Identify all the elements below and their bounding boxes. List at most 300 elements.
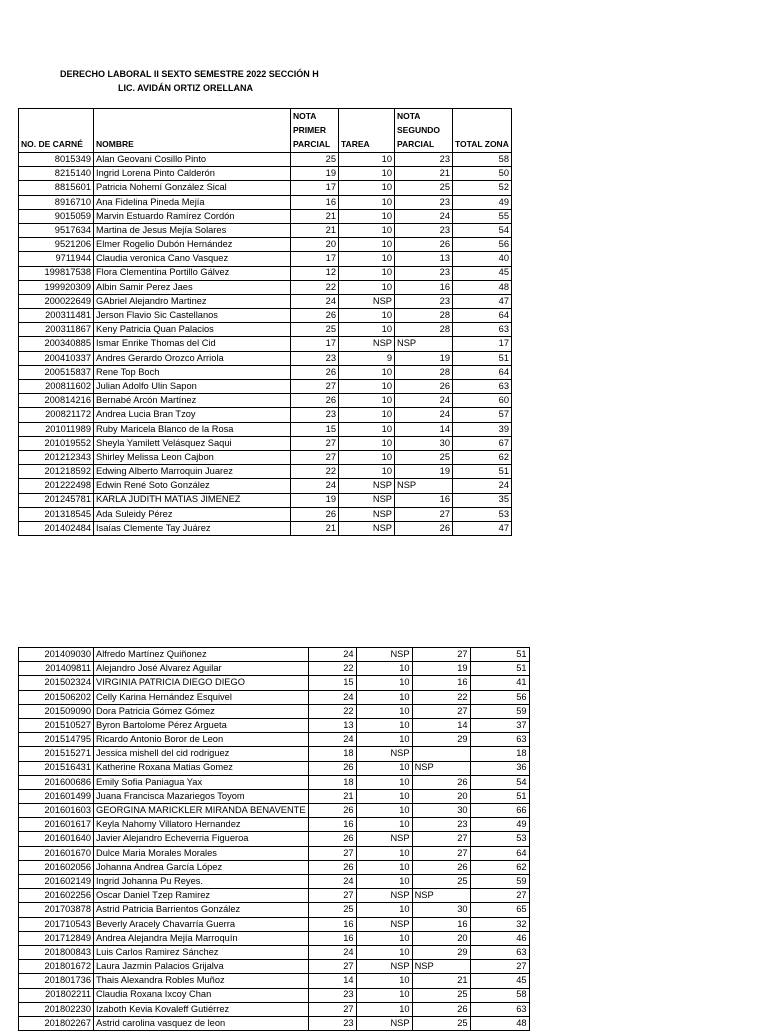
nombre-cell: Elmer Rogelio Dubón Hernández (94, 238, 291, 252)
segundo-parcial-cell: 25 (412, 1016, 470, 1030)
segundo-parcial-cell: 21 (395, 167, 453, 181)
carne-cell: 201510527 (19, 718, 94, 732)
total-zona-cell: 55 (453, 209, 512, 223)
primer-parcial-cell: 21 (291, 223, 339, 237)
carne-cell: 201222498 (19, 479, 94, 493)
tarea-cell: NSP (356, 832, 412, 846)
table-row (19, 690, 530, 704)
tarea-cell: 10 (356, 718, 412, 732)
segundo-parcial-cell: 26 (395, 238, 453, 252)
carne-cell: 201703878 (19, 903, 94, 917)
carne-cell: 201409030 (19, 648, 94, 662)
primer-parcial-cell: 24 (308, 648, 356, 662)
nombre-cell: Andres Gerardo Orozco Arriola (94, 351, 291, 365)
table-row (19, 209, 512, 223)
nombre-cell: Astrid Patricia Barrientos González (94, 903, 309, 917)
tarea-cell: 10 (339, 238, 395, 252)
carne-cell: 200022649 (19, 294, 94, 308)
segundo-parcial-cell: 16 (412, 676, 470, 690)
segundo-parcial-cell: 27 (395, 507, 453, 521)
carne-cell: 200821172 (19, 408, 94, 422)
carne-cell: 200340885 (19, 337, 94, 351)
nombre-cell: Alan Geovani Cosillo Pinto (94, 153, 291, 167)
nombre-cell: Patricia Nohemí González Sical (94, 181, 291, 195)
segundo-parcial-cell: 26 (412, 860, 470, 874)
segundo-parcial-cell: 28 (395, 323, 453, 337)
primer-parcial-cell: 19 (291, 493, 339, 507)
table-row (19, 818, 530, 832)
primer-parcial-cell: 27 (308, 960, 356, 974)
tarea-cell: 10 (339, 223, 395, 237)
total-zona-cell: 18 (470, 747, 529, 761)
primer-parcial-cell: 18 (308, 747, 356, 761)
table-row (19, 521, 512, 535)
segundo-parcial-cell: 26 (412, 775, 470, 789)
table-row (19, 337, 512, 351)
segundo-parcial-cell: 27 (412, 648, 470, 662)
total-zona-cell: 51 (470, 789, 529, 803)
segundo-parcial-cell: NSP (395, 337, 453, 351)
table-row (19, 465, 512, 479)
carne-cell: 9015059 (19, 209, 94, 223)
segundo-parcial-cell: 27 (412, 846, 470, 860)
primer-parcial-cell: 22 (308, 662, 356, 676)
table-row (19, 974, 530, 988)
primer-parcial-cell: 25 (291, 153, 339, 167)
table-row (19, 181, 512, 195)
tarea-cell: 10 (356, 733, 412, 747)
carne-cell: 201710543 (19, 917, 94, 931)
carne-cell: 201800843 (19, 945, 94, 959)
carne-cell: 201602149 (19, 875, 94, 889)
primer-parcial-cell: 16 (291, 195, 339, 209)
segundo-parcial-cell: 23 (395, 294, 453, 308)
carne-cell: 8815601 (19, 181, 94, 195)
carne-cell: 201402484 (19, 521, 94, 535)
segundo-parcial-cell: 23 (395, 153, 453, 167)
nombre-cell: Ada Suleidy Pérez (94, 507, 291, 521)
carne-cell: 201802230 (19, 1002, 94, 1016)
table-row (19, 422, 512, 436)
table-row (19, 676, 530, 690)
table-row (19, 775, 530, 789)
grades-table-2 (18, 647, 530, 1031)
tarea-cell: 10 (356, 945, 412, 959)
total-zona-cell: 58 (470, 988, 529, 1002)
table-row (19, 804, 530, 818)
carne-cell: 200410337 (19, 351, 94, 365)
tarea-cell: NSP (356, 747, 412, 761)
table-row (19, 747, 530, 761)
nombre-cell: GAbriel Alejandro Martinez (94, 294, 291, 308)
table-row (19, 733, 530, 747)
total-zona-cell: 37 (470, 718, 529, 732)
nombre-cell: Izaboth Kevia Kovaleff Gutiérrez (94, 1002, 309, 1016)
tarea-cell: NSP (339, 521, 395, 535)
carne-cell: 8215140 (19, 167, 94, 181)
table-row (19, 266, 512, 280)
segundo-parcial-cell: 24 (395, 394, 453, 408)
primer-parcial-cell: 15 (308, 676, 356, 690)
total-zona-cell: 48 (453, 280, 512, 294)
table-row (19, 408, 512, 422)
table-row (19, 846, 530, 860)
nombre-cell: GEORGINA MARICKLER MIRANDA BENAVENTE (94, 804, 309, 818)
tarea-cell: 10 (356, 804, 412, 818)
segundo-parcial-cell: 30 (412, 804, 470, 818)
table-row (19, 903, 530, 917)
primer-parcial-cell: 26 (308, 804, 356, 818)
segundo-parcial-cell: NSP (412, 889, 470, 903)
primer-parcial-cell: 26 (308, 761, 356, 775)
carne-cell: 201600686 (19, 775, 94, 789)
col-header-tarea: TAREA (339, 109, 395, 153)
total-zona-cell: 17 (453, 337, 512, 351)
table-row (19, 875, 530, 889)
tarea-cell: 10 (339, 167, 395, 181)
segundo-parcial-cell: NSP (412, 761, 470, 775)
primer-parcial-cell: 22 (291, 280, 339, 294)
table-row (19, 365, 512, 379)
total-zona-cell: 58 (453, 153, 512, 167)
nombre-cell: Dora Patricia Gómez Gómez (94, 704, 309, 718)
tarea-cell: 10 (339, 181, 395, 195)
total-zona-cell: 63 (470, 733, 529, 747)
tarea-cell: 10 (356, 818, 412, 832)
tarea-cell: NSP (339, 294, 395, 308)
primer-parcial-cell: 21 (291, 209, 339, 223)
total-zona-cell: 59 (470, 875, 529, 889)
nombre-cell: Johanna Andrea García López (94, 860, 309, 874)
nombre-cell: Claudia veronica Cano Vasquez (94, 252, 291, 266)
table-row (19, 860, 530, 874)
col-header-primer-parcial: NOTA PRIMER PARCIAL (291, 109, 339, 153)
tarea-cell: 10 (339, 394, 395, 408)
carne-cell: 201516431 (19, 761, 94, 775)
primer-parcial-cell: 24 (308, 690, 356, 704)
segundo-parcial-cell: 25 (395, 181, 453, 195)
tarea-cell: 10 (356, 690, 412, 704)
tarea-cell: 10 (339, 380, 395, 394)
segundo-parcial-cell (412, 747, 470, 761)
table-row (19, 945, 530, 959)
nombre-cell: Astrid carolina vasquez de leon (94, 1016, 309, 1030)
primer-parcial-cell: 16 (308, 931, 356, 945)
table-row (19, 832, 530, 846)
tarea-cell: 10 (339, 209, 395, 223)
nombre-cell: Andrea Lucia Bran Tzoy (94, 408, 291, 422)
total-zona-cell: 63 (453, 323, 512, 337)
nombre-cell: Ana Fidelina Pineda Mejía (94, 195, 291, 209)
primer-parcial-cell: 16 (308, 917, 356, 931)
segundo-parcial-cell: 30 (412, 903, 470, 917)
total-zona-cell: 47 (453, 521, 512, 535)
tarea-cell: NSP (339, 337, 395, 351)
segundo-parcial-cell: 25 (412, 875, 470, 889)
carne-cell: 201801672 (19, 960, 94, 974)
tarea-cell: 10 (356, 846, 412, 860)
nombre-cell: Jerson Flavio Sic Castellanos (94, 309, 291, 323)
total-zona-cell: 53 (470, 832, 529, 846)
primer-parcial-cell: 25 (291, 323, 339, 337)
carne-cell: 9711944 (19, 252, 94, 266)
carne-cell: 201509090 (19, 704, 94, 718)
total-zona-cell: 59 (470, 704, 529, 718)
nombre-cell: Dulce Maria Morales Morales (94, 846, 309, 860)
total-zona-cell: 35 (453, 493, 512, 507)
total-zona-cell: 62 (470, 860, 529, 874)
primer-parcial-cell: 22 (291, 465, 339, 479)
segundo-parcial-cell: NSP (412, 960, 470, 974)
carne-cell: 201601617 (19, 818, 94, 832)
table-row (19, 507, 512, 521)
carne-cell: 201212343 (19, 450, 94, 464)
total-zona-cell: 51 (453, 351, 512, 365)
table-row (19, 493, 512, 507)
segundo-parcial-cell: 20 (412, 931, 470, 945)
primer-parcial-cell: 27 (308, 1002, 356, 1016)
nombre-cell: Keny Patricia Quan Palacios (94, 323, 291, 337)
table-row (19, 280, 512, 294)
segundo-parcial-cell: 19 (395, 351, 453, 365)
tarea-cell: 10 (339, 450, 395, 464)
segundo-parcial-cell: 24 (395, 209, 453, 223)
nombre-cell: Keyla Nahomy Villatoro Hernandez (94, 818, 309, 832)
tarea-cell: 10 (339, 422, 395, 436)
tarea-cell: 10 (339, 195, 395, 209)
carne-cell: 201019552 (19, 436, 94, 450)
nombre-cell: Claudia Roxana Ixcoy Chan (94, 988, 309, 1002)
table-row (19, 1016, 530, 1030)
primer-parcial-cell: 26 (308, 832, 356, 846)
primer-parcial-cell: 24 (308, 945, 356, 959)
table-row (19, 761, 530, 775)
table-row (19, 479, 512, 493)
total-zona-cell: 27 (470, 960, 529, 974)
carne-cell: 201218592 (19, 465, 94, 479)
segundo-parcial-cell: 30 (395, 436, 453, 450)
primer-parcial-cell: 16 (308, 818, 356, 832)
nombre-cell: Ricardo Antonio Boror de Leon (94, 733, 309, 747)
primer-parcial-cell: 20 (291, 238, 339, 252)
nombre-cell: Edwing Alberto Marroquin Juarez (94, 465, 291, 479)
tarea-cell: 10 (339, 266, 395, 280)
carne-cell: 201802211 (19, 988, 94, 1002)
tarea-cell: 10 (356, 676, 412, 690)
total-zona-cell: 51 (470, 648, 529, 662)
primer-parcial-cell: 23 (291, 351, 339, 365)
carne-cell: 201011989 (19, 422, 94, 436)
table-row (19, 309, 512, 323)
primer-parcial-cell: 26 (291, 394, 339, 408)
total-zona-cell: 64 (453, 309, 512, 323)
carne-cell: 201802267 (19, 1016, 94, 1030)
col-header-carne: NO. DE CARNÉ (19, 109, 94, 153)
tarea-cell: NSP (339, 507, 395, 521)
primer-parcial-cell: 25 (308, 903, 356, 917)
tarea-cell: 10 (356, 974, 412, 988)
segundo-parcial-cell: 25 (395, 450, 453, 464)
carne-cell: 201601670 (19, 846, 94, 860)
primer-parcial-cell: 12 (291, 266, 339, 280)
nombre-cell: Rene Top Boch (94, 365, 291, 379)
tarea-cell: 10 (339, 436, 395, 450)
total-zona-cell: 51 (453, 465, 512, 479)
tarea-cell: 10 (339, 365, 395, 379)
table-row (19, 167, 512, 181)
total-zona-cell: 27 (470, 889, 529, 903)
nombre-cell: Laura Jazmin Palacios Grijalva (94, 960, 309, 974)
tarea-cell: 10 (339, 252, 395, 266)
carne-cell: 200814216 (19, 394, 94, 408)
nombre-cell: Juana Francisca Mazariegos Toyom (94, 789, 309, 803)
table-row (19, 988, 530, 1002)
nombre-cell: Bernabé Arcón Martínez (94, 394, 291, 408)
primer-parcial-cell: 17 (291, 252, 339, 266)
total-zona-cell: 45 (453, 266, 512, 280)
carne-cell: 201601640 (19, 832, 94, 846)
table-row (19, 889, 530, 903)
total-zona-cell: 57 (453, 408, 512, 422)
total-zona-cell: 51 (470, 662, 529, 676)
nombre-cell: Ingrid Johanna Pu Reyes. (94, 875, 309, 889)
carne-cell: 200811602 (19, 380, 94, 394)
tarea-cell: 10 (339, 408, 395, 422)
nombre-cell: KARLA JUDITH MATIAS JIMENEZ (94, 493, 291, 507)
table-row (19, 648, 530, 662)
tarea-cell: 10 (339, 323, 395, 337)
primer-parcial-cell: 27 (291, 450, 339, 464)
nombre-cell: Javier Alejandro Echeverria Figueroa (94, 832, 309, 846)
total-zona-cell: 63 (470, 945, 529, 959)
tarea-cell: NSP (356, 960, 412, 974)
nombre-cell: Flora Clementina Portillo Gálvez (94, 266, 291, 280)
tarea-cell: 10 (339, 309, 395, 323)
table-row (19, 917, 530, 931)
tarea-cell: NSP (356, 889, 412, 903)
segundo-parcial-cell: 29 (412, 733, 470, 747)
primer-parcial-cell: 27 (308, 846, 356, 860)
carne-cell: 201712849 (19, 931, 94, 945)
primer-parcial-cell: 21 (291, 521, 339, 535)
table-row (19, 960, 530, 974)
table-row (19, 351, 512, 365)
nombre-cell: Ingrid Lorena Pinto Calderón (94, 167, 291, 181)
segundo-parcial-cell: 26 (395, 380, 453, 394)
total-zona-cell: 65 (470, 903, 529, 917)
carne-cell: 9517634 (19, 223, 94, 237)
nombre-cell: Celly Karina Hernández Esquivel (94, 690, 309, 704)
total-zona-cell: 48 (470, 1016, 529, 1030)
tarea-cell: 10 (356, 704, 412, 718)
nombre-cell: Andrea Alejandra Mejía Marroquín (94, 931, 309, 945)
tarea-cell: NSP (339, 479, 395, 493)
table-row (19, 394, 512, 408)
total-zona-cell: 67 (453, 436, 512, 450)
nombre-cell: Alejandro José Alvarez Aguilar (94, 662, 309, 676)
primer-parcial-cell: 26 (291, 365, 339, 379)
nombre-cell: Marvin Estuardo Ramírez Cordón (94, 209, 291, 223)
tarea-cell: 10 (356, 662, 412, 676)
total-zona-cell: 49 (453, 195, 512, 209)
segundo-parcial-cell: 22 (412, 690, 470, 704)
segundo-parcial-cell: 28 (395, 365, 453, 379)
table-2-body (19, 648, 530, 1031)
tarea-cell: 10 (356, 775, 412, 789)
primer-parcial-cell: 24 (308, 733, 356, 747)
primer-parcial-cell: 26 (308, 860, 356, 874)
table-row (19, 662, 530, 676)
nombre-cell: Jessica mishell del cid rodriguez (94, 747, 309, 761)
total-zona-cell: 54 (470, 775, 529, 789)
nombre-cell: Shirley Melissa Leon Cajbon (94, 450, 291, 464)
document-title: DERECHO LABORAL II SEXTO SEMESTRE 2022 SECCIÓN H (60, 69, 319, 79)
tarea-cell: 10 (356, 761, 412, 775)
table-row (19, 238, 512, 252)
nombre-cell: VIRGINIA PATRICIA DIEGO DIEGO (94, 676, 309, 690)
primer-parcial-cell: 13 (308, 718, 356, 732)
total-zona-cell: 62 (453, 450, 512, 464)
primer-parcial-cell: 23 (291, 408, 339, 422)
nombre-cell: Emily Sofia Paniagua Yax (94, 775, 309, 789)
carne-cell: 201514795 (19, 733, 94, 747)
carne-cell: 201506202 (19, 690, 94, 704)
segundo-parcial-cell: NSP (395, 479, 453, 493)
tarea-cell: NSP (356, 648, 412, 662)
nombre-cell: Byron Bartolome Pérez Argueta (94, 718, 309, 732)
table-row (19, 718, 530, 732)
segundo-parcial-cell: 16 (395, 280, 453, 294)
primer-parcial-cell: 22 (308, 704, 356, 718)
total-zona-cell: 64 (453, 365, 512, 379)
nombre-cell: Luis Carlos Ramirez Sánchez (94, 945, 309, 959)
total-zona-cell: 52 (453, 181, 512, 195)
carne-cell: 201318545 (19, 507, 94, 521)
tarea-cell: 10 (356, 1002, 412, 1016)
primer-parcial-cell: 17 (291, 337, 339, 351)
total-zona-cell: 24 (453, 479, 512, 493)
carne-cell: 201245781 (19, 493, 94, 507)
col-header-nombre: NOMBRE (94, 109, 291, 153)
segundo-parcial-cell: 16 (395, 493, 453, 507)
carne-cell: 201801736 (19, 974, 94, 988)
carne-cell: 201602256 (19, 889, 94, 903)
total-zona-cell: 45 (470, 974, 529, 988)
segundo-parcial-cell: 29 (412, 945, 470, 959)
total-zona-cell: 66 (470, 804, 529, 818)
segundo-parcial-cell: 23 (395, 195, 453, 209)
primer-parcial-cell: 18 (308, 775, 356, 789)
total-zona-cell: 56 (470, 690, 529, 704)
nombre-cell: Ismar Enrike Thomas del Cid (94, 337, 291, 351)
total-zona-cell: 46 (470, 931, 529, 945)
total-zona-cell: 56 (453, 238, 512, 252)
primer-parcial-cell: 27 (291, 380, 339, 394)
total-zona-cell: 54 (453, 223, 512, 237)
nombre-cell: Martina de Jesus Mejía Solares (94, 223, 291, 237)
table-row (19, 294, 512, 308)
nombre-cell: Edwin René Soto González (94, 479, 291, 493)
carne-cell: 8015349 (19, 153, 94, 167)
col-header-total-zona: TOTAL ZONA (453, 109, 512, 153)
segundo-parcial-cell: 20 (412, 789, 470, 803)
primer-parcial-cell: 17 (291, 181, 339, 195)
primer-parcial-cell: 24 (291, 294, 339, 308)
segundo-parcial-cell: 14 (395, 422, 453, 436)
tarea-cell: 10 (356, 860, 412, 874)
carne-cell: 201602056 (19, 860, 94, 874)
tarea-cell: 10 (356, 931, 412, 945)
